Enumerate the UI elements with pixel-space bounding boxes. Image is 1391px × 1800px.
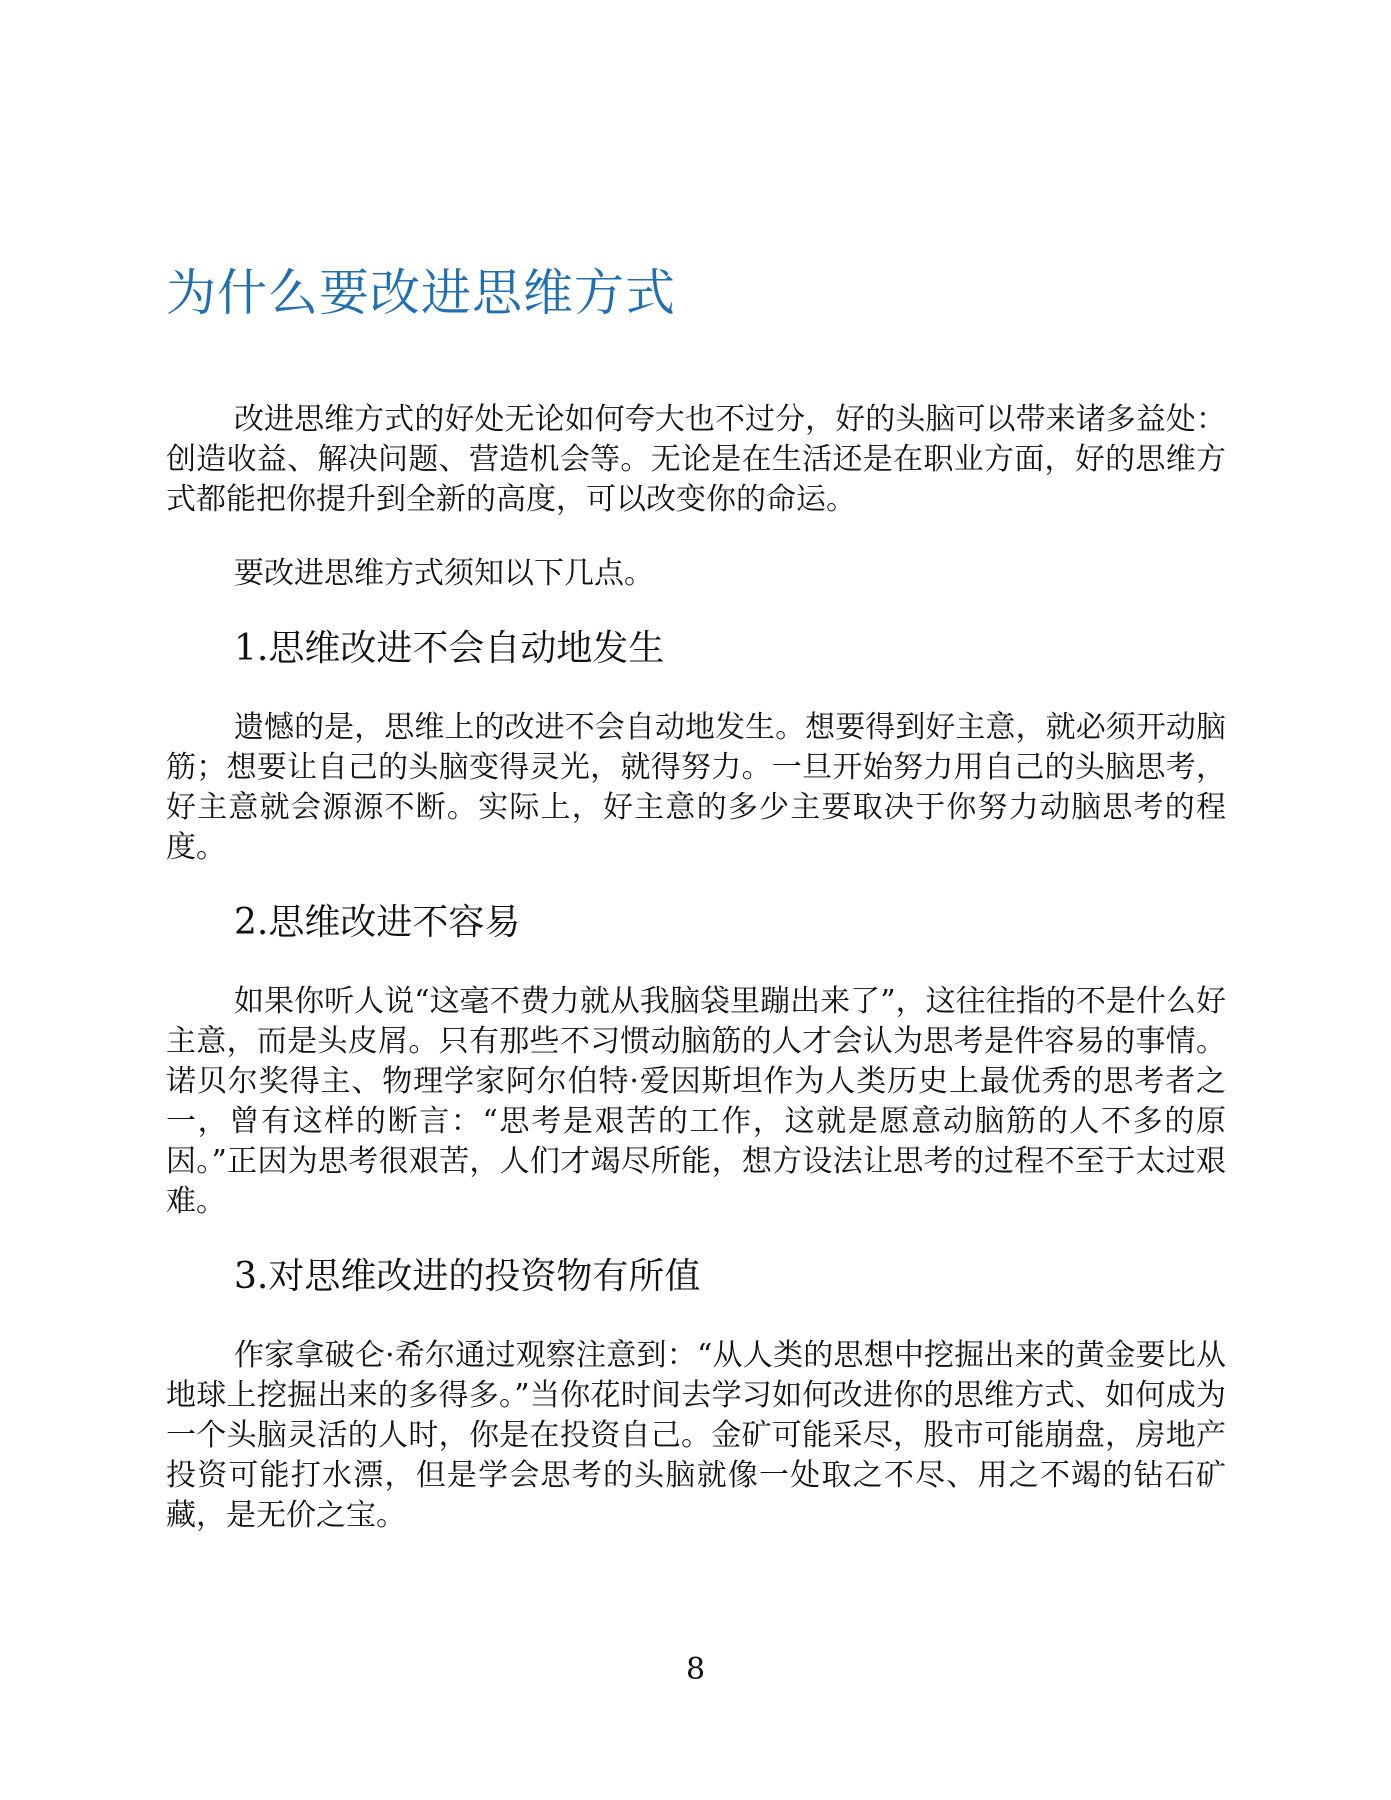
section-body-1: 遗憾的是，思维上的改进不会自动地发生。想要得到好主意，就必须开动脑筋；想要让自己的头脑变得灵光，就得努力。一旦开始努力用自己的头脑思考，好主意就会源源不断。实际上，好主意的多少主要取决于你努力动脑思考的程度。 (166, 710, 1226, 865)
intro-paragraph: 改进思维方式的好处无论如何夸大也不过分，好的头脑可以带来诸多益处：创造收益、解决问题、营造机会等。无论是在生活还是在职业方面，好的思维方式都能把你提升到全新的高度，可以改变你的命运。 (166, 402, 1226, 517)
lead-paragraph: 要改进思维方式须知以下几点。 (234, 556, 654, 591)
section-heading-3: 3.对思维改进的投资物有所值 (234, 1256, 701, 1297)
page-title: 为什么要改进思维方式 (166, 264, 676, 322)
section-body-3: 作家拿破仑·希尔通过观察注意到：“从人类的思想中挖掘出来的黄金要比从地球上挖掘出来的多得多。”当你花时间去学习如何改进你的思维方式、如何成为一个头脑灵活的人时，你是在投资自己。金矿可能采尽，股市可能崩盘，房地产投资可能打水漂，但是学会思考的头脑就像一处取之不尽、用之不竭的钻石矿藏，是无价之宝。 (166, 1338, 1226, 1533)
section-heading-1: 1.思维改进不会自动地发生 (234, 628, 665, 669)
section-heading-2: 2.思维改进不容易 (234, 902, 521, 943)
page-content (166, 258, 1226, 1536)
page-number: 8 (685, 1652, 706, 1687)
section-body-2: 如果你听人说“这毫不费力就从我脑袋里蹦出来了”，这往往指的不是什么好主意，而是头皮屑。只有那些不习惯动脑筋的人才会认为思考是件容易的事情。诺贝尔奖得主、物理学家阿尔伯特·爱因斯坦作为人类历史上最优秀的思考者之一，曾有这样的断言：“思考是艰苦的工作，这就是愿意动脑筋的人不多的原因。”正因为思考很艰苦，人们才竭尽所能，想方设法让思考的过程不至于太过艰难。 (166, 984, 1226, 1219)
